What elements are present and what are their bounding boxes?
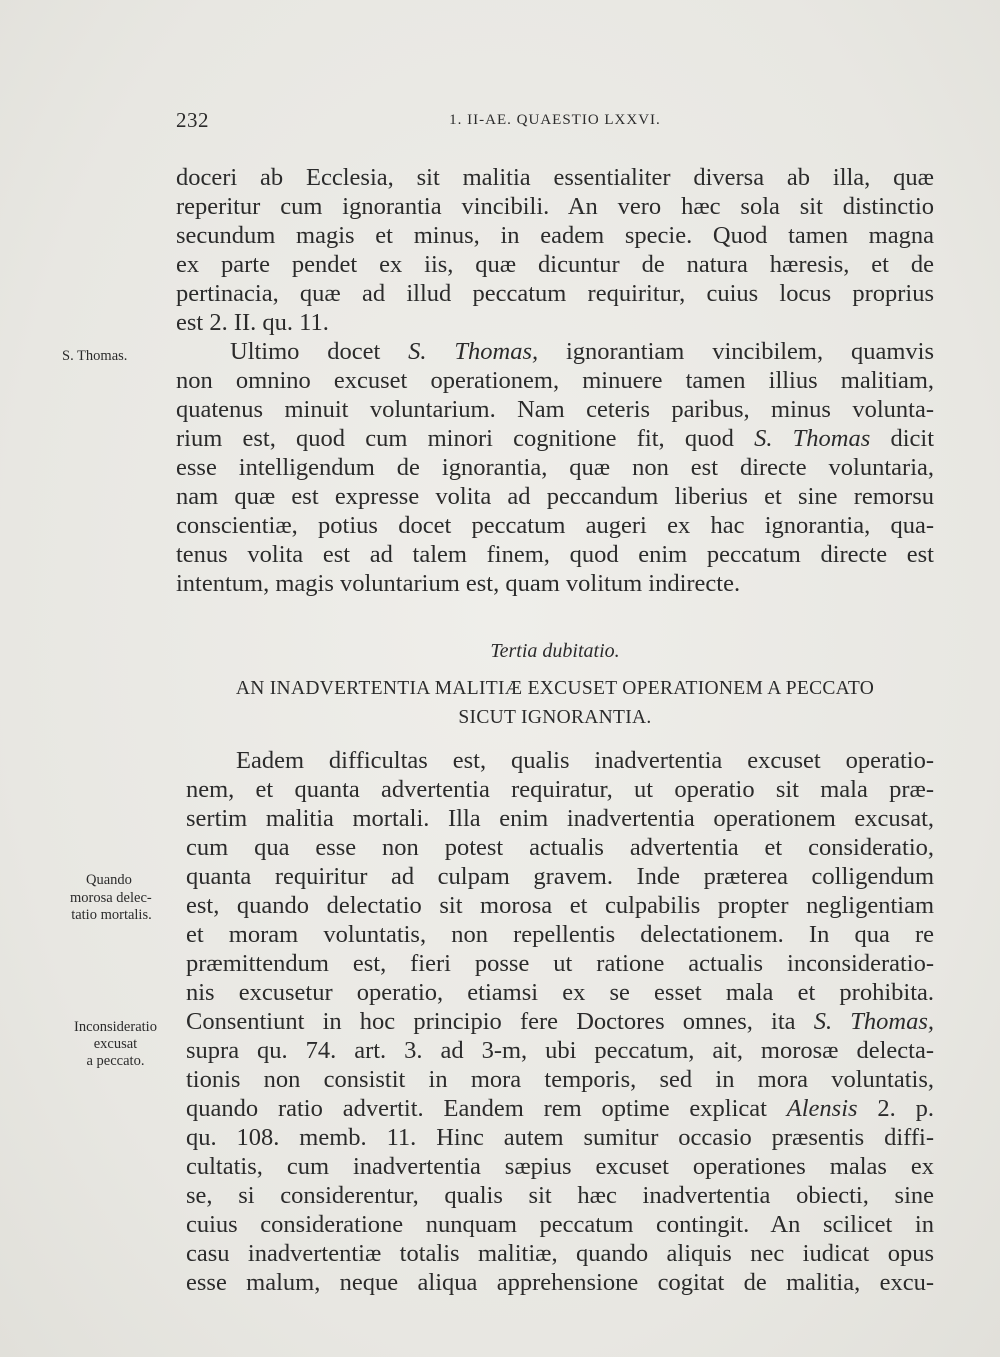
- text-line: pertinacia, quæ ad illud peccatum requiritur, cuius locus proprius: [176, 280, 934, 307]
- page-number: 232: [176, 108, 209, 132]
- margin-note-s-thomas: S. Thomas.: [62, 348, 128, 364]
- text-line: nis excusetur operatio, etiamsi ex se esset mala et prohibita.: [186, 979, 934, 1006]
- text-line: est, quando delectatio sit morosa et culpabilis propter negligentiam: [186, 892, 934, 919]
- text-line: quatenus minuit voluntarium. Nam ceteris paribus, minus volunta-: [176, 396, 934, 423]
- text-line: conscientiæ, potius docet peccatum augeri ex hac ignorantia, qua-: [176, 512, 934, 539]
- text-line: cuius consideratione nunquam peccatum contingit. An scilicet in: [186, 1211, 934, 1238]
- text-line: Ultimo docet S. Thomas, ignorantiam vincibilem, quamvis: [230, 338, 934, 365]
- text-line: Eadem difficultas est, qualis inadvertentia excuset operatio-: [236, 747, 934, 774]
- text-line: nam quæ est expresse volita ad peccandum liberius et sine remorsu: [176, 483, 934, 510]
- margin-note-line: Inconsideratio: [74, 1019, 157, 1035]
- text-line: Consentiunt in hoc principio fere Doctores omnes, ita S. Thomas,: [186, 1008, 934, 1035]
- text-line: et moram voluntatis, non repellentis delectationem. In qua re: [186, 921, 934, 948]
- text-line: secundum magis et minus, in eadem specie. Quod tamen magna: [176, 222, 934, 249]
- text-line: sertim malitia mortali. Illa enim inadvertentia operationem excusat,: [186, 805, 934, 832]
- section-heading-cont: SICUT IGNORANTIA.: [458, 707, 652, 728]
- text-line: intentum, magis voluntarium est, quam volitum indirecte.: [176, 570, 741, 597]
- text-line: quando ratio advertit. Eandem rem optime explicat Alensis 2. p.: [186, 1095, 934, 1122]
- text-line: cultatis, cum inadvertentia sæpius excuset operationes malas ex: [186, 1153, 934, 1180]
- margin-note-line: excusat: [93, 1036, 138, 1052]
- text-line: tenus volita est ad talem finem, quod enim peccatum directe est: [176, 541, 934, 568]
- text-line: est 2. II. qu. 11.: [176, 309, 329, 336]
- text-line: ex parte pendet ex iis, quæ dicuntur de natura hæresis, et de: [176, 251, 934, 278]
- margin-note-quando: [86, 872, 132, 889]
- margin-note-inconsideratio: [74, 1019, 157, 1070]
- text-line: qu. 108. memb. 11. Hinc autem sumitur occasio præsentis diffi-: [186, 1124, 934, 1151]
- text-line: esse intelligendum de ignorantia, quæ non est directe voluntaria,: [176, 454, 934, 481]
- running-head: 1. II-AE. QUAESTIO LXXVI.: [449, 112, 661, 128]
- margin-note-morosa: [70, 890, 152, 924]
- section-heading: AN INADVERTENTIA MALITIÆ EXCUSET OPERATIONEM A PECCATO: [235, 678, 875, 699]
- text-line: se, si considerentur, qualis sit hæc inadvertentia obiecti, sine: [186, 1182, 934, 1209]
- text-line: non omnino excuset operationem, minuere tamen illius malitiam,: [176, 367, 934, 394]
- section-subheading: Tertia dubitatio.: [490, 640, 620, 662]
- margin-note-line: morosa delec-: [70, 890, 152, 906]
- text-line: præmittendum est, fieri posse ut ratione actualis inconsideratio-: [186, 950, 934, 977]
- margin-note-line: Quando: [86, 872, 132, 888]
- text-line: tionis non consistit in mora temporis, sed in mora voluntatis,: [186, 1066, 934, 1093]
- text-line: nem, et quanta advertentia requiratur, ut operatio sit mala præ-: [186, 776, 934, 803]
- text-line: rium est, quod cum minori cognitione fit, quod S. Thomas dicit: [176, 425, 934, 452]
- text-line: esse malum, neque aliqua apprehensione cogitat de malitia, excu-: [186, 1269, 934, 1296]
- text-line: casu inadvertentiæ totalis malitiæ, quando aliquis nec iudicat opus: [186, 1240, 934, 1267]
- text-line: doceri ab Ecclesia, sit malitia essentialiter diversa ab illa, quæ: [176, 164, 934, 191]
- margin-note-line: tatio mortalis.: [71, 907, 152, 923]
- text-line: quanta requiritur ad culpam gravem. Inde præterea colligendum: [186, 863, 934, 890]
- text-line: cum qua esse non potest actualis advertentia et consideratio,: [186, 834, 934, 861]
- margin-note-line: a peccato.: [86, 1053, 145, 1069]
- page-header: [176, 108, 934, 138]
- text-line: supra qu. 74. art. 3. ad 3-m, ubi peccatum, ait, morosæ delecta-: [186, 1037, 934, 1064]
- text-line: reperitur cum ignorantia vincibili. An vero hæc sola sit distinctio: [176, 193, 934, 220]
